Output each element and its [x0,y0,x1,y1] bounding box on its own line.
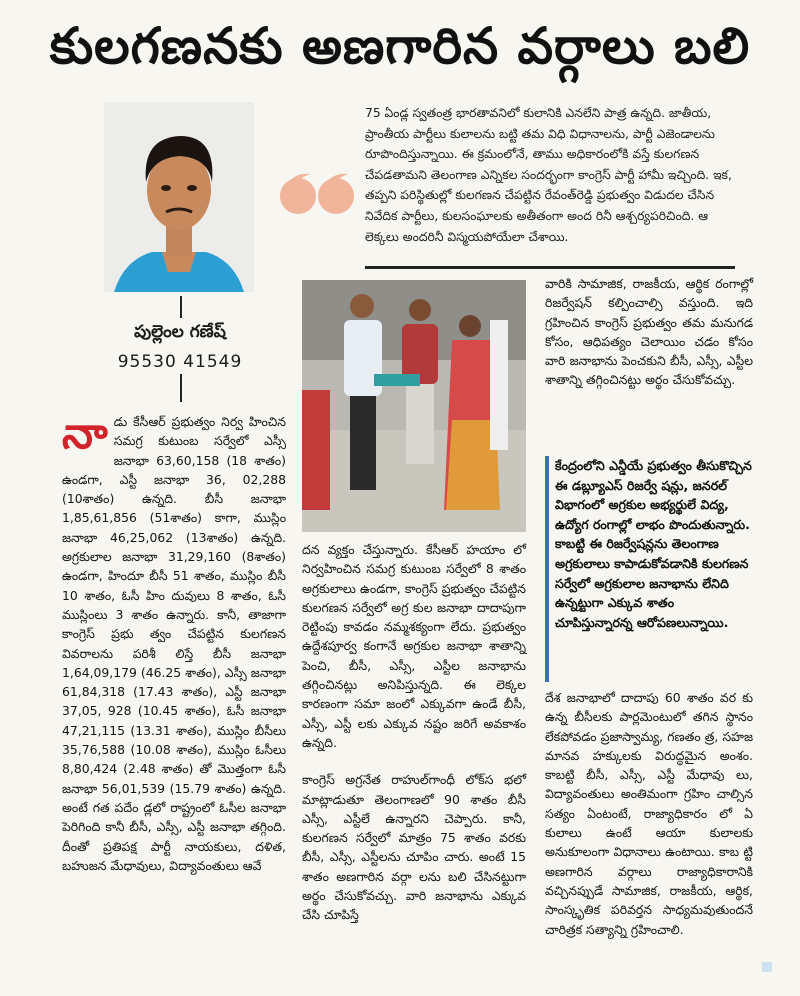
article-column-3-continued [545,688,753,939]
article-headline: కులగణనకు అణగారిన వర్గాలు బలి [49,17,751,75]
highlight-box-text: కేంద్రంలోని ఎన్డీయే ప్రభుత్వం తీసుకొచ్చిన ఈ డబ్ల్యూఎస్ రిజర్వే షన్లు, జనరల్ విభాగంలో అగ్రకుల అభ్యర్థులే విద్య, ఉద్యోగ రంగాల్లో లాభం పొందుతున్నారు. కాబట్టి ఈ రిజర్వేషన్లను తెలంగాణ అగ్రకులాలు కాపాడుకోవడానికి కులగణన సర్వేలో అగ్రకులాల జనాభాను లేనిది ఉన్నట్టుగా ఎక్కువ శాతం చూపిస్తున్నారన్న ఆరోపణలున్నాయి. [555,458,752,630]
author-phone: 95530 41549 [117,352,243,372]
paragraph: కాంగ్రెస్ అగ్రనేత రాహుల్‌గాంధీ లోక్‌స భలో మాట్లాడుతూ తెలంగాణలో 90 శాతం బీసీ ఎస్సీ, ఎస్టీలే ఉన్నారని చెప్పారు. కానీ, కులగణన సర్వేలో మాత్రం 75 శాతం వరకు బీసీ, ఎస్సీ, ఎస్టీలను చూపిం చారు. అంటే 15 శాతం అణగారిన వర్గా లను బలి చేసినట్టుగా అర్థం చేసుకోవచ్చు. వారి జనాభాను ఎక్కువ చేసి చూపిస్తే [302,772,526,923]
article-column-2 [302,540,526,925]
quote-mark-icon [278,168,358,216]
column-1-text: డు కేసీఆర్ ప్రభుత్వం నిర్వ హించిన సమగ్ర కుటుంబ సర్వేలో ఎస్సీ జనాభా 63,60,158 (18 శాతం) ఉండగా, ఎస్టీ జనాభా 36, 02,288 (10శాతం) ఉన్నది. బీసీ జనాభా 1,85,61,856 (51శాతం) కాగా, ముస్లిం జనాభా 46,25,062 (13శాతం) ఉన్నది. అగ్రకులాల జనాభా 31,29,160 (8శాతం) ఉండగా, హిందూ బీసీ 51 శాతం, ముస్లిం బీసీ 10 శాతం, ఓసీ హిం దువులు 8 శాతం, ఓసీ ముస్లింలు 3 శాతం ఉన్నారు. కానీ, తాజాగా కాంగ్రెస్ ప్రభు త్వం చేపట్టిన కులగణన వివరాలను పరిశీ లిస్తే బీసీ జనాభా 1,64,09,179 (46.25 శాతం), ఎస్సీ జనాభా 61,84,318 (17.43 శాతం), ఎస్టీ జనాభా 37,05, 928 (10.45 శాతం), ఓసీ జనాభా 47,21,115 (13.31 శాతం), ముస్లిం బీసీలు 35,76,588 (10.08 శాతం), ముస్లిం ఓసీలు 8,80,424 (2.48 శాతం) తో మొత్తంగా ఓసీ జనాభా 56,01,539 (15.79 శాతం) ఉన్నది. అంటే గత పదేం డ్లలో రాష్ట్రంలో ఓసీల జనాభా పెరిగింది కానీ బీసీ, ఎస్సీ, ఎస్టీ జనాభా తగ్గింది. దీంతో ప్రతిపక్ష పార్టీ నాయకులు, దళిత, బహుజన మేధావులు, విద్యావంతులు ఆవే [62,414,286,873]
highlight-box-bar [545,456,549,682]
author-photo [104,102,254,292]
pull-quote-divider [365,266,735,269]
divider-line [180,296,182,318]
article-column-1 [62,408,286,875]
paragraph: దన వ్యక్తం చేస్తున్నారు. కేసీఆర్ హయాం లో నిర్వహించిన సమగ్ర కుటుంబ సర్వేలో 8 శాతం అగ్రకులాలు ఉండగా, కాంగ్రెస్ ప్రభుత్వం చేపట్టిన కులగణన సర్వేలో అగ్ర కుల జనాభా దాదాపుగా రెట్టింపు కావడం నమ్మశక్యంగా లేదు. ప్రభుత్వం ఉద్దేశపూర్వ కంగానే అగ్రకుల జనాభా శాతాన్ని పెంచి, బీసీ, ఎస్సీ, ఎస్టీల జనాభాను తగ్గించినట్లు అనిపిస్తున్నది. ఈ లెక్కల కారణంగా సమా జంలో ఎక్కువగా ఉండే బీసీ, ఎస్సీ, ఎస్టీ లకు ఎక్కువ నష్టం జరిగే అవకాశం ఉన్నది. [302,542,526,750]
paragraph: వారికి సామాజిక, రాజకీయ, ఆర్థిక రంగాల్లో రిజర్వేషన్ కల్పించాల్సి వస్తుంది. ఇది గ్రహించిన కాంగ్రెస్ ప్రభుత్వం తమ మనుగడ కోసం, ఆధిపత్యం చెలాయిం చడం కోసం వారి జనాభాను పెంచకుని బీసీ, ఎస్సీ, ఎస్టీల శాతాన్ని తగ్గించినట్టు అర్థం చేసుకోవచ్చు. [545,276,753,388]
paragraph: దేశ జనాభాలో దాదాపు 60 శాతం వర కు ఉన్న బీసీలకు పార్లమెంటులో తగిన స్థానం లేకపోవడం ప్రజాస్వామ్య, గణతం త్ర, సహజ మానవ హక్కులకు విరుద్ధమైన అంశం. కాబట్టి బీసీ, ఎస్సీ, ఎస్టీ మేధావు లు, విద్యావంతులు అంతిమంగా గ్రహిం చాల్సిన సత్యం ఏంటంటే, రాజ్యాధికారం లో ఏ కులాలు ఉంటే ఆయా కులాలకు అనుకూలంగా విధానాలు ఉంటాయి. కాబ ట్టి అణగారిన వర్గాలు రాజ్యాధికారానికి వచ్చినప్పుడే సామాజిక, రాజకీయ, ఆర్థిక, సాంస్కృతిక పరివర్తన సాధ్యమవుతుందనే చారిత్రక సత్యాన్ని గ్రహించాలి. [545,690,753,937]
highlight-box [545,456,757,682]
dropcap: నా [62,408,108,459]
article-column-3 [545,274,753,390]
divider-line [180,374,182,402]
news-photo [302,280,526,532]
end-mark [762,962,772,972]
author-name: పుల్లెంల గణేష్ [134,322,226,342]
pull-quote: 75 ఏండ్ల స్వతంత్ర భారతావనిలో కులానికి ఎనలేని పాత్ర ఉన్నది. జాతీయ, ప్రాంతీయ పార్టీలు కులాలను బట్టి తమ విధి విధానాలను, పార్టీ ఎజెండాలను రూపొందిస్తున్నాయి. ఈ క్రమంలోనే, తాము అధికారంలోకి వస్తే కులగణన చేపడతామని తెలంగాణ ఎన్నికల సందర్భంగా కాంగ్రెస్ పార్టీ హామీ ఇచ్చింది. ఇక, తప్పని పరిస్థితుల్లో కులగణన చేపట్టిన రేవంత్‌రెడ్డి ప్రభుత్వం విడుదల చేసిన నివేదిక పార్టీలు, కులసంఘాలకు అతీతంగా అంద రినీ ఆశ్చర్యపరిచింది. ఆ లెక్కలు అందరినీ విస్మయపోయేలా చేశాయి. [365,106,732,244]
